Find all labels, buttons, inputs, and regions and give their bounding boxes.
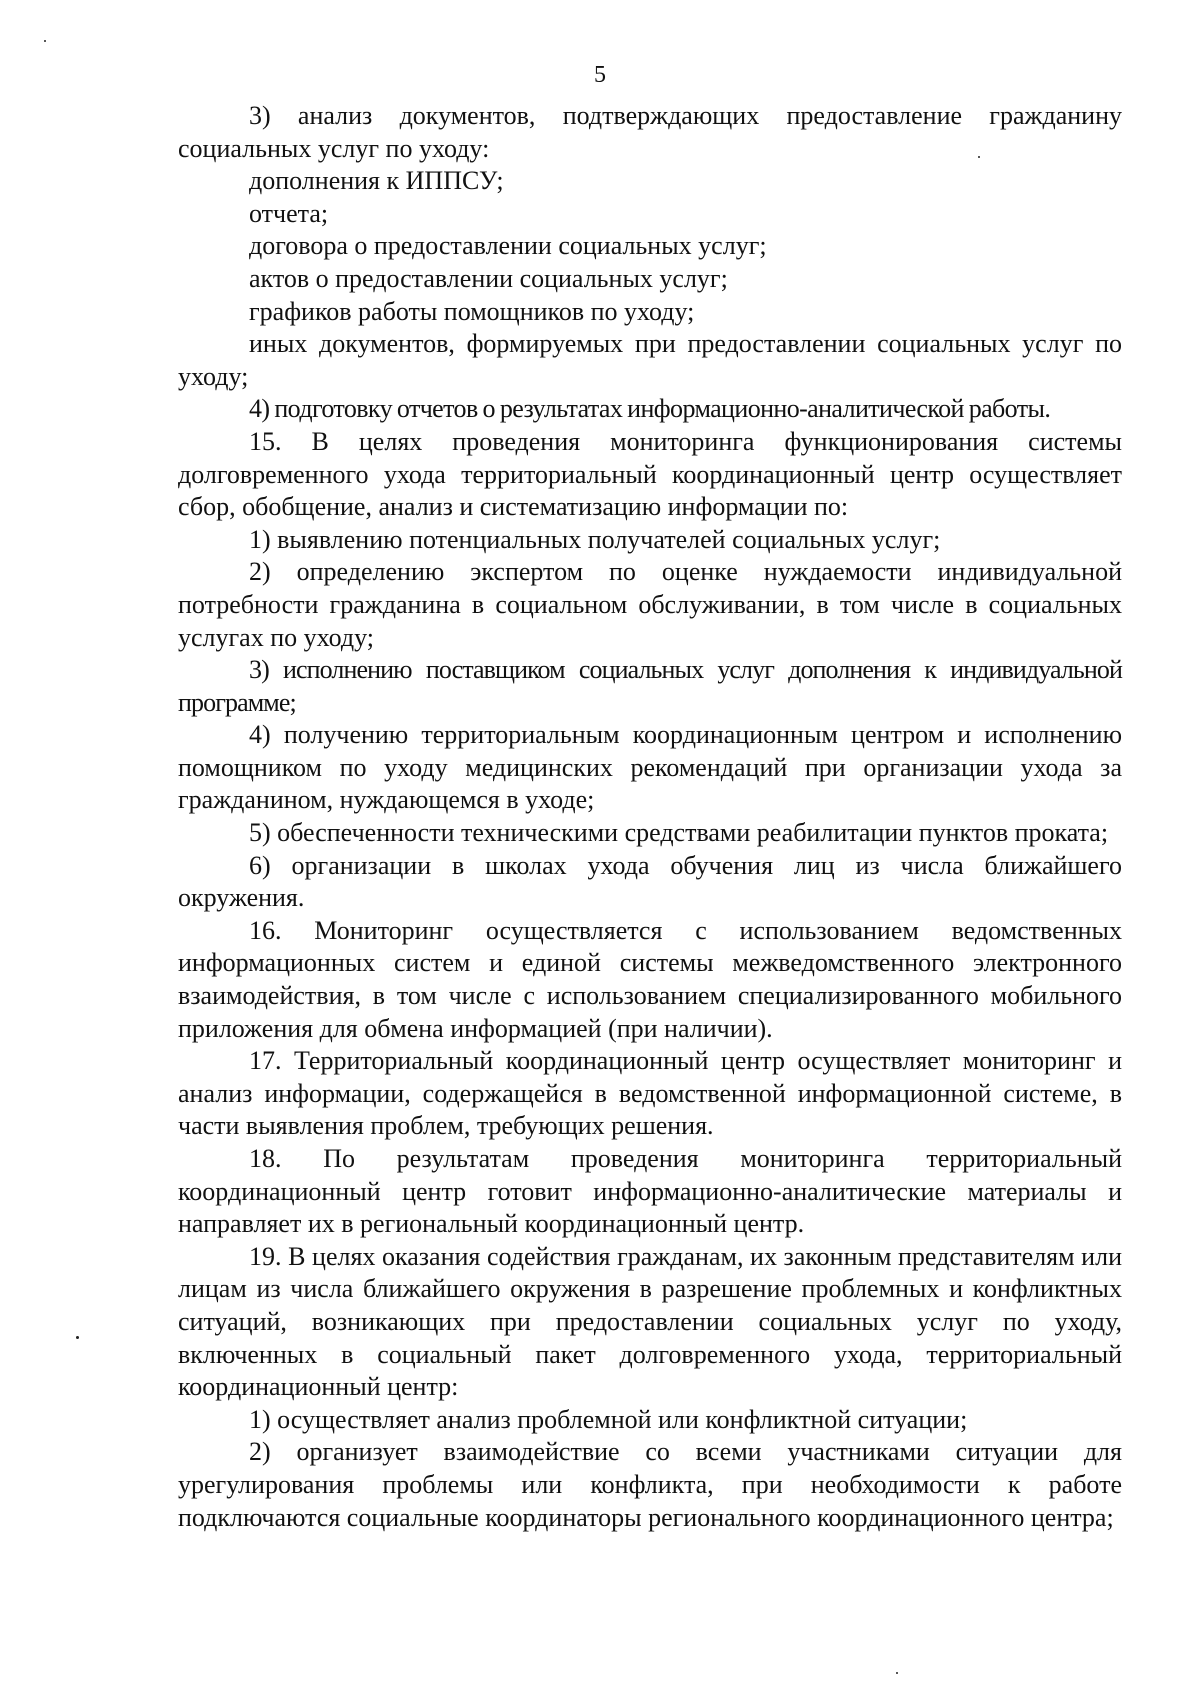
paragraph-15-item-1: 1) выявлению потенциальных получателей социальных услуг; [249,524,941,554]
scan-speck [76,1336,79,1339]
paragraph-15: 15. В целях проведения мониторинга функционирования системы долговременного ухода территориальный координационный центр осуществляет сбор, обобщение, анализ и систематизацию информации по: [178,426,1122,522]
list-item-acts: актов о предоставлении социальных услуг; [249,263,728,293]
list-item-contract: договора о предоставлении социальных услуг; [249,231,767,261]
paragraph-report-preparation: 4) подготовку отчетов о результатах информационно-аналитической работы. [249,394,1051,424]
list-item-ippsu-supplement: дополнения к ИППСУ; [249,166,504,196]
page-number: 5 [594,62,606,88]
paragraph-18: 18. По результатам проведения мониторинга территориальный координационный центр готовит информационно-аналитические материалы и направляет их в региональный координационный центр. [178,1144,1122,1239]
paragraph-16: 16. Мониторинг осуществляется с использованием ведомственных информационных систем и единой системы межведомственного электронного взаимодействия, в том числе с использованием специализированного мобильного приложения для обмена информацией (при наличии). [178,915,1122,1043]
list-item-schedules: графиков работы помощников по уходу; [249,296,695,326]
paragraph-15-item-3: 3) исполнению поставщиком социальных услуг дополнения к индивидуальной программе; [178,655,1122,717]
list-item-other-documents: иных документов, формируемых при предоставлении социальных услуг по уходу; [178,329,1122,391]
scan-speck [44,40,46,42]
scan-speck [978,156,980,158]
list-item-report: отчета; [249,198,329,228]
paragraph-15-item-5: 5) обеспеченности техническими средствами реабилитации пунктов проката; [249,818,1109,848]
paragraph-19-item-2: 2) организует взаимодействие со всеми участниками ситуации для урегулирования проблемы или конфликта, при необходимости к работе подключаются социальные координаторы регионального координационного центра; [178,1437,1122,1532]
scan-speck [896,1672,898,1674]
paragraph-17: 17. Территориальный координационный центр осуществляет мониторинг и анализ информации, содержащейся в ведомственной информационной системе, в части выявления проблем, требующих решения. [178,1046,1122,1141]
paragraph-15-item-6: 6) организации в школах ухода обучения лиц из числа ближайшего окружения. [178,850,1122,913]
paragraph-15-item-2: 2) определению экспертом по оценке нуждаемости индивидуальной потребности гражданина в социальном обслуживании, в том числе в социальных услугах по уходу; [178,557,1122,652]
paragraph-15-item-4: 4) получению территориальным координационным центром и исполнению помощником по уходу медицинских рекомендаций при организации ухода за гражданином, нуждающемся в уходе; [178,720,1122,815]
paragraph-19: 19. В целях оказания содействия гражданам, их законным представителям или лицам из числа ближайшего окружения в разрешение проблемных и конфликтных ситуаций, возникающих при предоставлении социальных услуг по уходу, включенных в социальный пакет долговременного ухода, территориальный координационный центр: [178,1241,1122,1402]
paragraph-19-item-1: 1) осуществляет анализ проблемной или конфликтной ситуации; [249,1404,968,1434]
document-body [178,100,1122,1534]
paragraph-analysis-documents: 3) анализ документов, подтверждающих предоставление гражданину социальных услуг по уходу: [178,101,1122,163]
